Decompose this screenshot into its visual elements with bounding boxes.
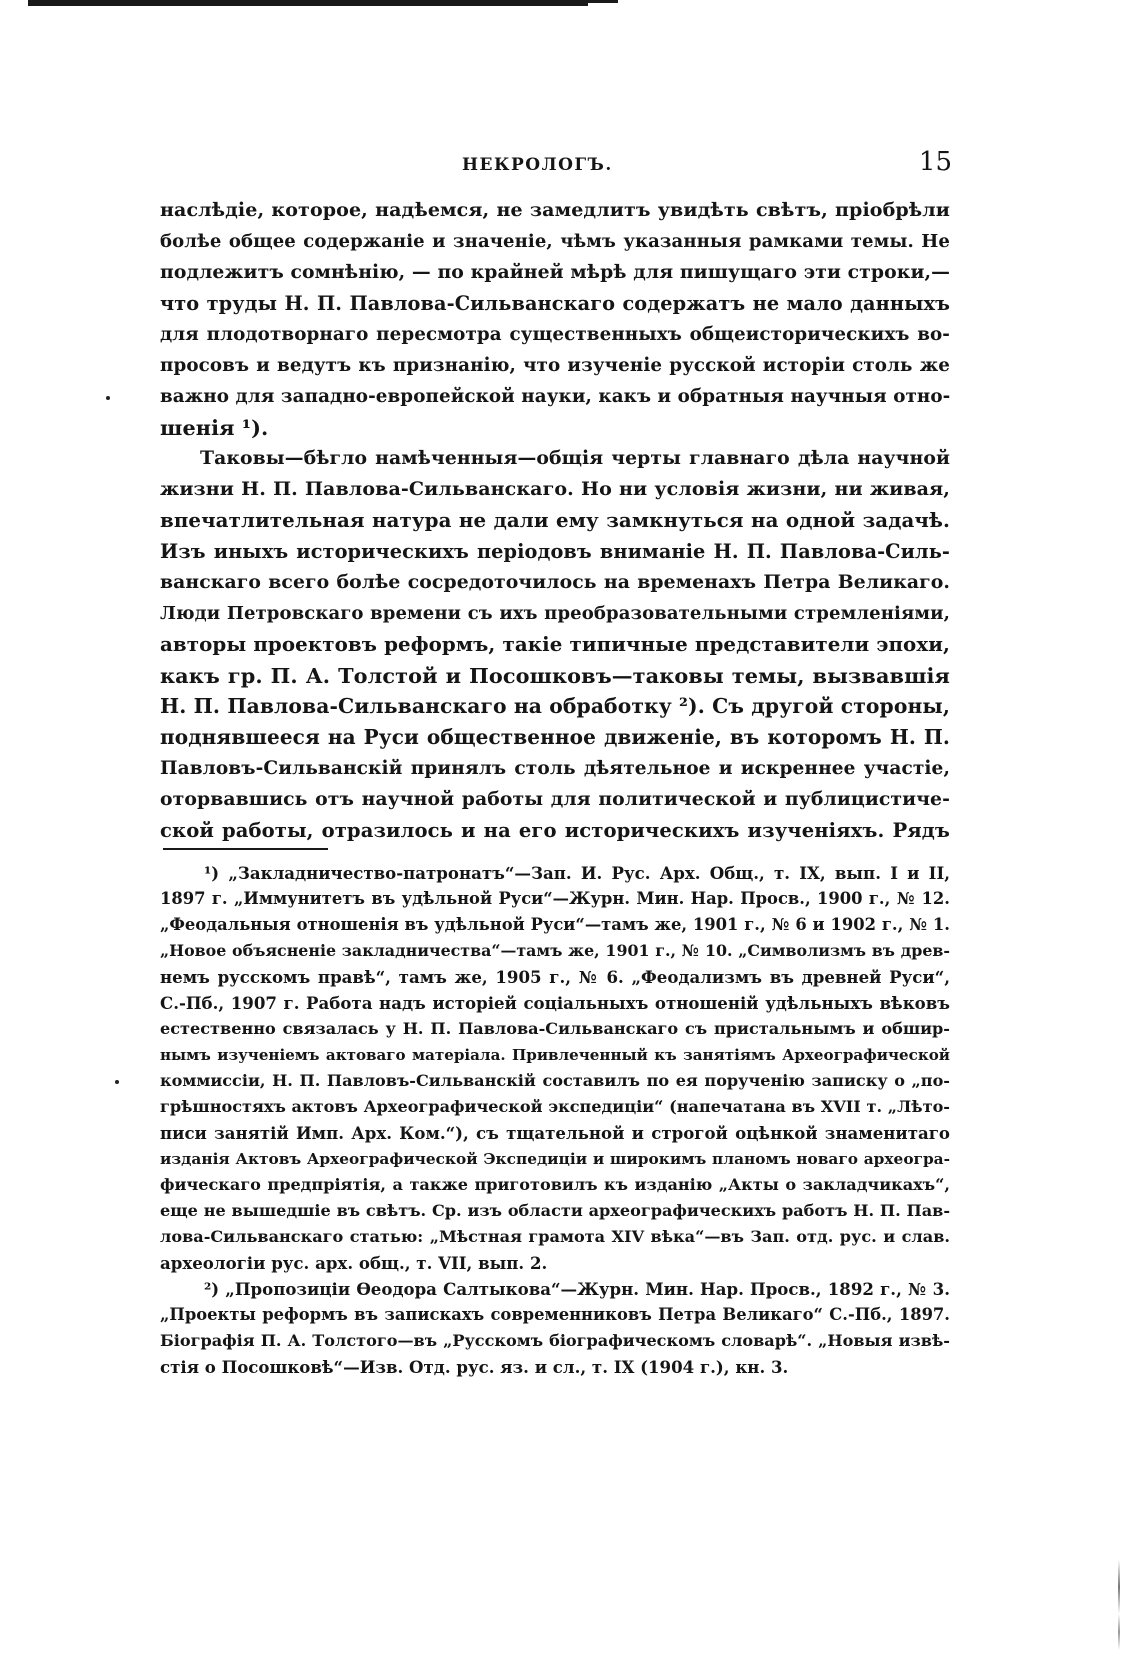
footnote-line: 1897 г. „Иммунитетъ въ удѣльной Руси“—Журн. Мин. Нар. Просв., 1900 г., № 12. <box>160 889 950 908</box>
footnote-line: Біографія П. А. Толстого—въ „Русскомъ біографическомъ словарѣ“. „Новыя извѣ- <box>160 1331 950 1350</box>
running-header <box>162 147 952 187</box>
text-line: ской работы, отразилось и на его историческихъ изученіяхъ. Рядъ <box>160 819 950 842</box>
footnote-line: коммиссіи, Н. П. Павловъ-Сильванскій составилъ по ея порученію записку о „по- <box>160 1071 950 1090</box>
text-line: впечатлительная натура не дали ему замкнуться на одной задачѣ. <box>160 508 950 532</box>
footnote-line: изданія Актовъ Археографической Экспедиціи и широкимъ планомъ новаго археогра- <box>160 1150 950 1168</box>
margin-speck <box>106 396 110 400</box>
text-line: оторвавшись отъ научной работы для политической и публицистиче- <box>160 788 950 810</box>
text-line: какъ гр. П. А. Толстой и Посошковъ—таковы темы, вызвавшія <box>160 663 950 688</box>
text-line: важно для западно-европейской науки, какъ и обратныя научныя отно- <box>160 386 951 407</box>
footnote-line: С.-Пб., 1907 г. Работа надъ исторіей соціальныхъ отношеній удѣльныхъ вѣковъ <box>160 993 950 1013</box>
text-line: ванскаго всего болѣе сосредоточилось на временахъ Петра Великаго. <box>160 571 950 593</box>
text-line: Н. П. Павлова-Сильванскаго на обработку ²). Съ другой стороны, <box>160 694 950 718</box>
footnote-line: стія о Посошковѣ“—Изв. Отд. рус. яз. и сл., т. IX (1904 г.), кн. 3. <box>160 1357 789 1377</box>
footnote-line: грѣшностяхъ актовъ Археографической экспедиціи“ (напечатана въ XVII т. „Лѣто- <box>160 1097 950 1116</box>
scan-edge-mark <box>1118 1560 1120 1650</box>
footnote-line: писи занятій Имп. Арх. Ком.“), съ тщательной и строгой оцѣнкой знаменитаго <box>160 1123 950 1143</box>
text-line: Изъ иныхъ историческихъ періодовъ вниманіе Н. П. Павлова-Силь- <box>160 540 950 563</box>
text-line: авторы проектовъ реформъ, такіе типичные представители эпохи, <box>160 632 950 656</box>
running-title: НЕКРОЛОГЪ. <box>462 155 613 175</box>
footnote-line: фическаго предпріятія, а также приготовилъ къ изданію „Акты о закладчикахъ“, <box>160 1175 950 1194</box>
text-line: подлежитъ сомнѣнію, — по крайней мѣрѣ для пишущаго эти строки,— <box>160 261 950 283</box>
text-line: Павловъ-Сильванскій принялъ столь дѣятельное и искреннее участіе, <box>160 758 950 779</box>
text-line: наслѣдіе, которое, надѣемся, не замедлитъ увидѣть свѣтъ, пріобрѣли <box>160 199 950 221</box>
page-number: 15 <box>918 147 952 177</box>
margin-speck <box>115 1080 119 1084</box>
footnote-line: лова-Сильванскаго статью: „Мѣстная грамота XIV вѣка“—въ Зап. отд. рус. и слав. <box>160 1227 950 1246</box>
text-line: поднявшееся на Руси общественное движеніе, въ которомъ Н. П. <box>160 725 950 749</box>
footnotes <box>160 860 950 1380</box>
text-line: болѣе общее содержаніе и значеніе, чѣмъ указанныя рамками темы. Не <box>160 231 950 252</box>
text-line: просовъ и ведутъ къ признанію, что изученіе русской исторіи столь же <box>160 355 950 376</box>
text-line: Люди Петровскаго времени съ ихъ преобразовательными стремленіями, <box>160 603 950 624</box>
footnote-line: археологіи рус. арх. общ., т. VII, вып. 2. <box>160 1253 548 1273</box>
text-line: жизни Н. П. Павлова-Сильванскаго. Но ни условія жизни, ни живая, <box>160 478 950 500</box>
text-line: что труды Н. П. Павлова-Сильванскаго содержатъ не мало данныхъ <box>160 292 950 315</box>
top-border-rule-tail <box>588 0 618 3</box>
footnote-line: естественно связалась у Н. П. Павлова-Сильванскаго съ пристальнымъ и обшир- <box>160 1019 950 1038</box>
footnote-line: немъ русскомъ правѣ“, тамъ же, 1905 г., № 6. „Феодализмъ въ древней Руси“, <box>160 967 950 987</box>
footnote-line: „Феодальныя отношенія въ удѣльной Руси“—тамъ же, 1901 г., № 6 и 1902 г., № 1. <box>160 915 950 934</box>
footnote-line: „Проекты реформъ въ запискахъ современниковъ Петра Великаго“ С.-Пб., 1897. <box>160 1305 950 1324</box>
text-line: Таковы—бѣгло намѣченныя—общія черты главнаго дѣла научной <box>200 447 950 469</box>
main-text <box>160 195 950 846</box>
footnote-line: ²) „Пропозиціи Өеодора Салтыкова“—Журн. Мин. Нар. Просв., 1892 г., № 3. <box>204 1279 950 1299</box>
footnote-line: нымъ изученіемъ актоваго матеріала. Привлеченный къ занятіямъ Археографической <box>160 1046 950 1064</box>
text-line: шенія ¹). <box>160 415 269 440</box>
footnote-line: еще не вышедшіе въ свѣтъ. Ср. изъ области археографическихъ работъ Н. П. Пав- <box>160 1201 950 1220</box>
footnote-separator <box>163 848 328 850</box>
top-border-rule <box>28 0 588 6</box>
footnote-line: „Новое объясненіе закладничества“—тамъ же, 1901 г., № 10. „Символизмъ въ древ- <box>160 941 950 960</box>
footnote-line: ¹) „Закладничество-патронатъ“—Зап. И. Рус. Арх. Общ., т. IX, вып. I и II, <box>204 863 950 883</box>
text-line: для плодотворнаго пересмотра существенныхъ общеисторическихъ во- <box>160 324 950 345</box>
